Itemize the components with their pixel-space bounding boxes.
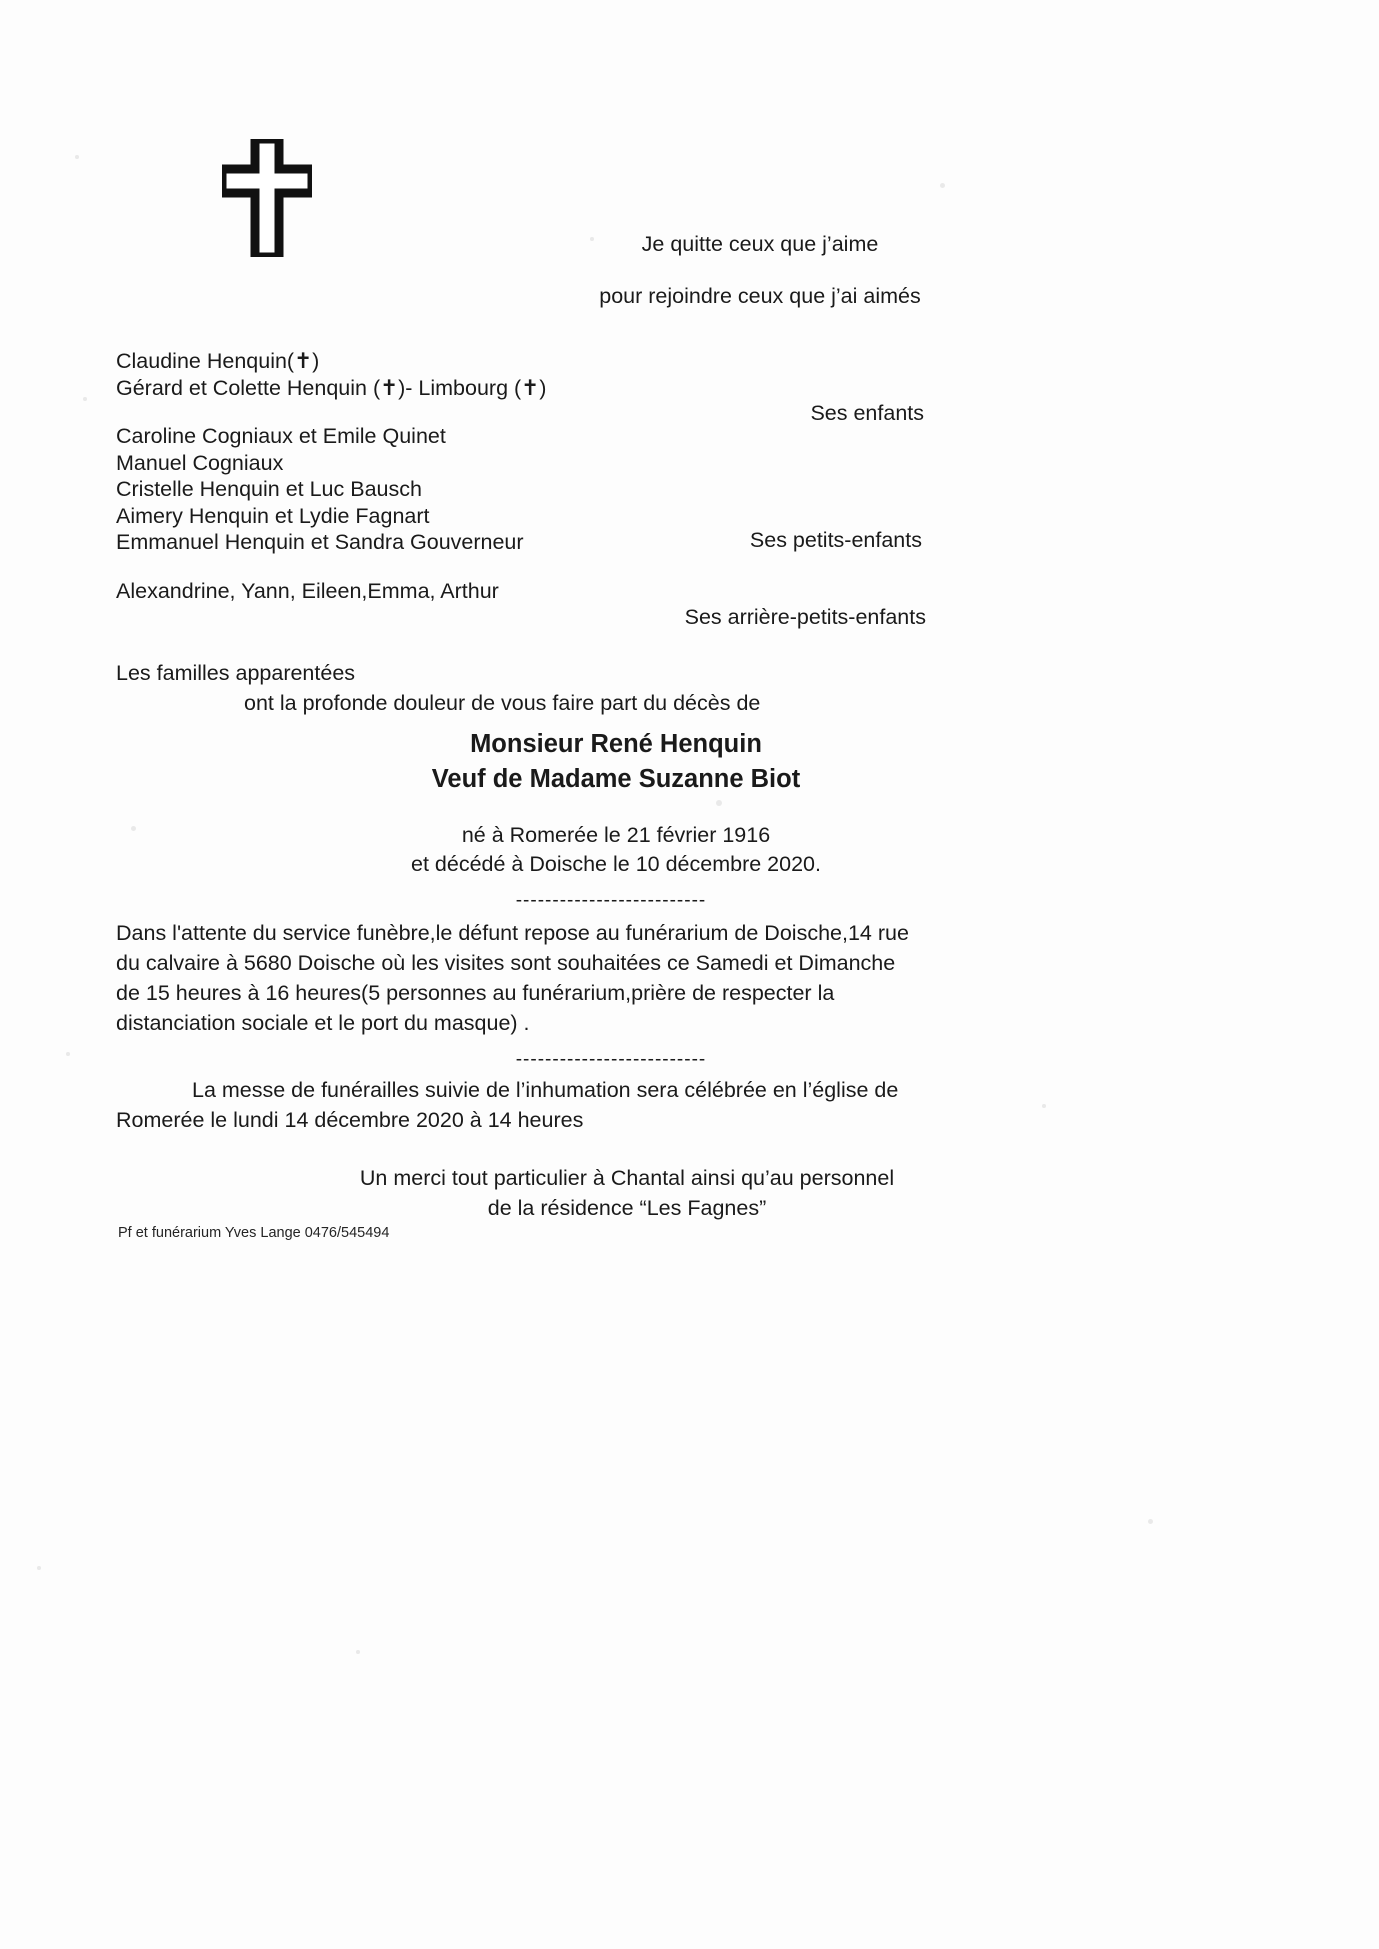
scan-speck: [37, 1566, 41, 1570]
family-listing: [116, 348, 1266, 629]
funeral-home-footer: Pf et funérarium Yves Lange 0476/545494: [118, 1225, 390, 1241]
birth-death-info: [116, 821, 1266, 879]
mass-paragraph: [116, 1075, 1266, 1135]
children-group: [116, 348, 1266, 425]
related-families-line: Les familles apparentées: [116, 661, 356, 685]
list-item: Aimery Henquin et Lydie Fagnart: [116, 503, 430, 528]
scan-speck: [1148, 1519, 1153, 1524]
scan-speck: [356, 1650, 360, 1654]
list-item: Gérard et Colette Henquin (✝)- Limbourg (✝): [116, 375, 547, 400]
latin-cross-icon: [222, 139, 312, 257]
announcement-lead: ont la profonde douleur de vous faire part du décès de: [244, 691, 761, 715]
thanks-line-1: Un merci tout particulier à Chantal ainsi qu’au personnel: [359, 1166, 895, 1190]
announcement-block: [116, 660, 1266, 1223]
death-line: et décédé à Doische le 10 décembre 2020.: [411, 852, 821, 876]
list-item: Manuel Cogniaux: [116, 450, 284, 475]
list-item: Claudine Henquin(✝): [116, 349, 320, 373]
epigraph-line-2: pour rejoindre ceux que j’ai aimés: [599, 284, 921, 308]
wake-line-4: distanciation sociale et le port du masque) .: [116, 1011, 530, 1035]
scan-speck: [940, 183, 945, 188]
greatgrandchildren-group: [116, 578, 1266, 629]
deceased-name-line-1: Monsieur René Henquin: [470, 730, 762, 758]
wake-line-2: du calvaire à 5680 Doische où les visites sont souhaitées ce Samedi et Dimanche: [116, 951, 896, 975]
mass-line-2: Romerée le lundi 14 décembre 2020 à 14 heures: [116, 1108, 584, 1132]
list-item: Caroline Cogniaux et Emile Quinet: [116, 424, 446, 448]
divider-1: --------------------------: [515, 890, 707, 911]
deceased-name-line-2: Veuf de Madame Suzanne Biot: [431, 765, 801, 793]
wake-line-1: Dans l'attente du service funèbre,le défunt repose au funérarium de Doische,14 rue: [116, 921, 909, 945]
children-names: [116, 348, 1266, 401]
scan-speck: [75, 155, 79, 159]
list-item: Alexandrine, Yann, Eileen,Emma, Arthur: [116, 578, 499, 603]
wake-paragraph: [116, 918, 1266, 1038]
divider-2: --------------------------: [515, 1049, 707, 1070]
grandchildren-role-label: Ses petits-enfants: [749, 528, 922, 552]
children-role-label: Ses enfants: [810, 401, 924, 425]
scan-speck: [83, 397, 87, 401]
deceased-name: [116, 727, 1266, 797]
birth-line: né à Romerée le 21 février 1916: [461, 823, 771, 847]
mass-line-1: La messe de funérailles suivie de l’inhumation sera célébrée en l’église de: [192, 1078, 899, 1102]
greatgrandchildren-role-label: Ses arrière-petits-enfants: [684, 604, 926, 629]
thanks-paragraph: [116, 1163, 1266, 1223]
grandchildren-group: [116, 423, 1266, 556]
list-item: Emmanuel Henquin et Sandra Gouverneur: [116, 530, 524, 554]
grandchildren-names: [116, 423, 1266, 556]
wake-line-3: de 15 heures à 16 heures(5 personnes au funérarium,prière de respecter la: [116, 981, 835, 1005]
thanks-line-2: de la résidence “Les Fagnes”: [487, 1196, 767, 1220]
greatgrandchildren-names: [116, 578, 1266, 605]
epigraph-line-1: Je quitte ceux que j’aime: [641, 232, 879, 256]
epigraph: [560, 218, 960, 322]
scan-speck: [66, 1052, 70, 1056]
list-item: Cristelle Henquin et Luc Bausch: [116, 477, 422, 501]
